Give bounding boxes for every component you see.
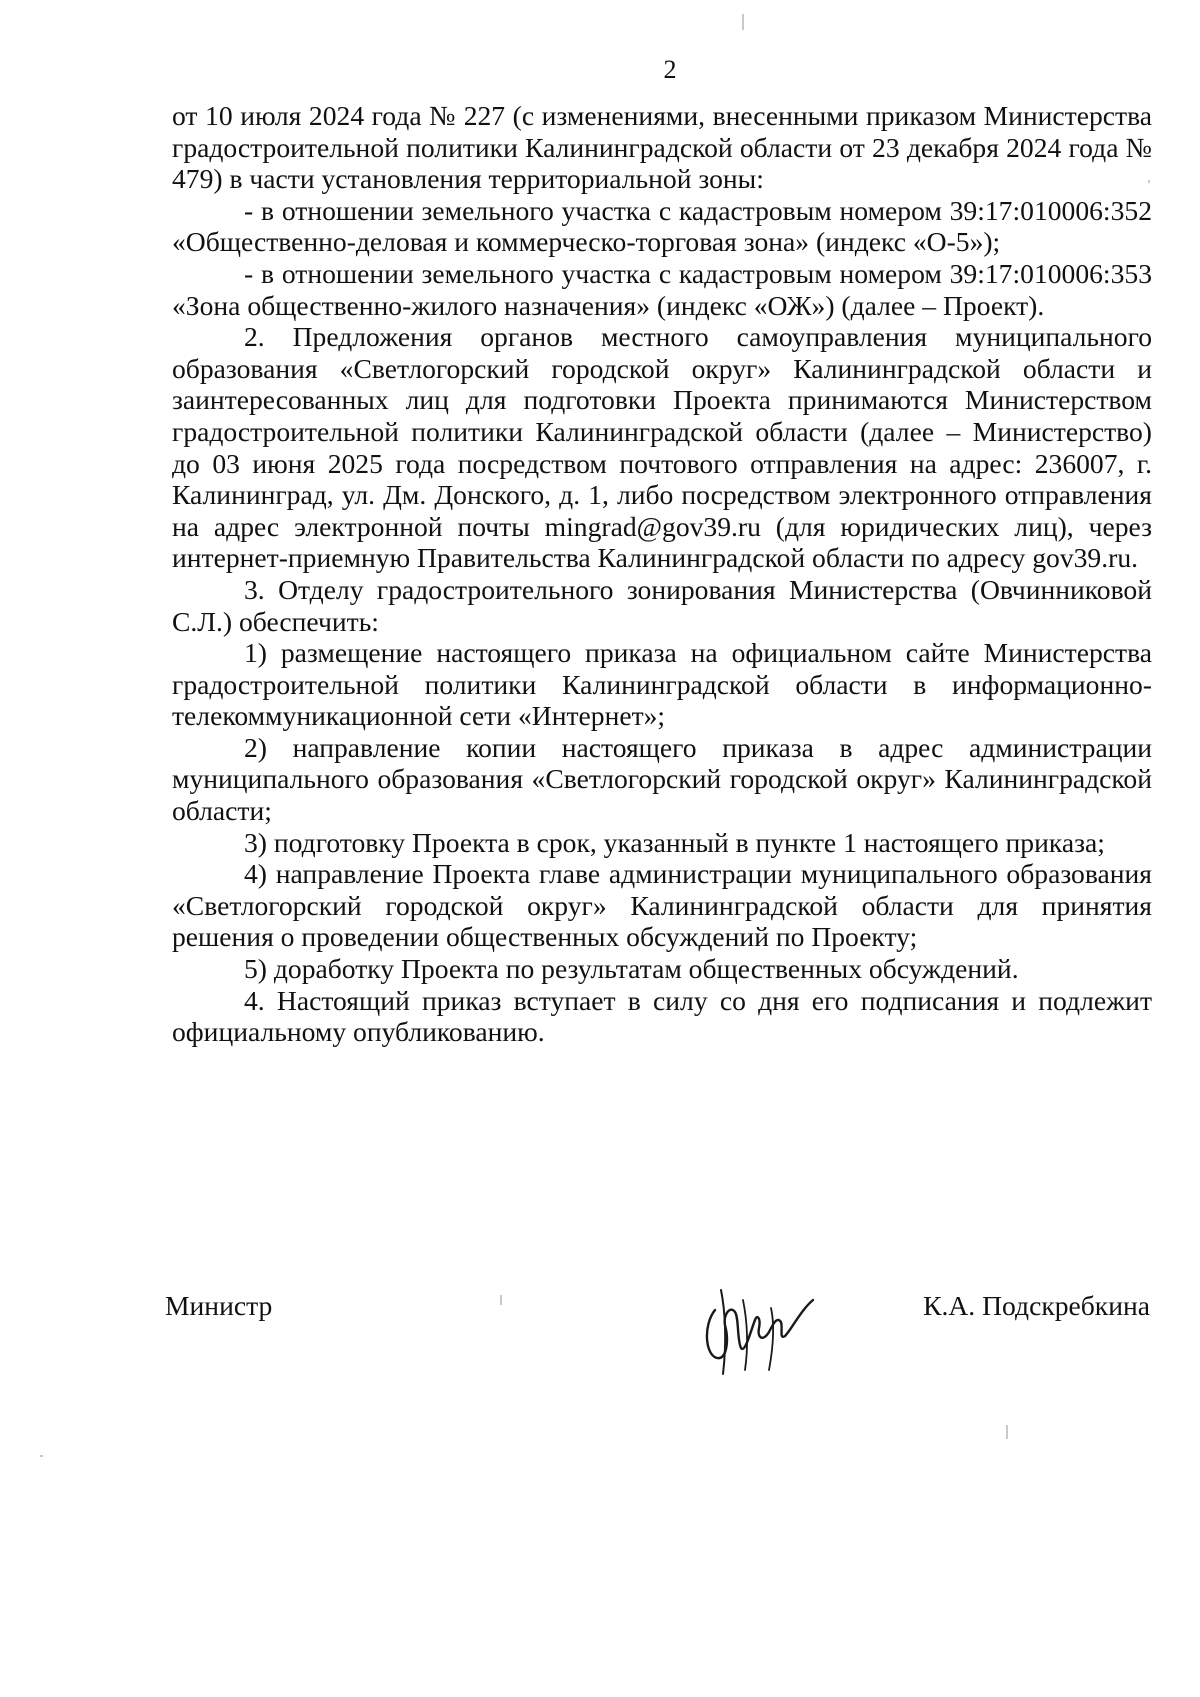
paragraph-subitem-2: 2) направление копии настоящего приказа в адрес администрации муниципального образования «Светлогорский городской округ» Калининградской области; — [172, 731, 1152, 827]
signer-name: К.А. Подскребкина — [923, 1290, 1150, 1321]
scan-artifact — [1006, 1425, 1008, 1439]
signer-position: Министр — [165, 1290, 273, 1321]
paragraph-subitem-1: 1) размещение настоящего приказа на официальном сайте Министерства градостроительной политики Калининградской области в информационно-телекоммуникационной сети «Интернет»; — [172, 637, 1152, 732]
page-number: 2 — [663, 55, 677, 84]
handwritten-signature-icon — [685, 1270, 825, 1380]
scan-artifact — [40, 1455, 43, 1457]
scan-artifact — [500, 1295, 502, 1305]
paragraph-item-4-effective: 4. Настоящий приказ вступает в силу со дня его подписания и подлежит официальному опубликованию. — [172, 984, 1152, 1048]
paragraph-item-2-proposals: 2. Предложения органов местного самоуправления муниципального образования «Светлогорский городской округ» Калининградской области и заинтересованных лиц для подготовки Проекта принимаются Министерством градостроительной политики Калининградской области (далее – Министерство) до 03 июня 2025 года посредством почтового отправления на адрес: 236007, г. Калининград, ул. Дм. Донского, д. 1, либо посредством электронного отправления на адрес электронной почты mingrad@gov39.ru (для юридических лиц), через интернет-приемную Правительства Калининградской области по адресу gov39.ru. — [172, 321, 1152, 574]
paragraph-land-plot-352: - в отношении земельного участка с кадастровым номером 39:17:010006:352 «Общественно-деловая и коммерческо-торговая зона» (индекс «О-5»); — [172, 194, 1152, 258]
paragraph-item-3-department: 3. Отделу градостроительного зонирования Министерства (Овчинниковой С.Л.) обеспечить: — [172, 573, 1152, 637]
paragraph-subitem-5: 5) доработку Проекта по результатам общественных обсуждений. — [244, 953, 1019, 985]
paragraph-land-plot-353: - в отношении земельного участка с кадастровым номером 39:17:010006:353 «Зона общественно-жилого назначения» (индекс «ОЖ») (далее – Проект). — [172, 257, 1152, 321]
document-body — [172, 100, 1152, 1048]
scan-artifact — [1148, 180, 1150, 183]
scan-artifact — [742, 14, 744, 30]
paragraph-order-reference: от 10 июля 2024 года № 227 (с изменениями, внесенными приказом Министерства градостроительной политики Калининградской области от 23 декабря 2024 года № 479) в части установления территориальной зоны: — [172, 100, 1152, 195]
signature-block — [165, 1270, 1150, 1380]
paragraph-subitem-4: 4) направление Проекта главе администрации муниципального образования «Светлогорский городской округ» Калининградской области для принятия решения о проведении общественных обсуждений по Проекту; — [172, 858, 1152, 953]
paragraph-subitem-3: 3) подготовку Проекта в срок, указанный в пункте 1 настоящего приказа; — [244, 826, 1105, 858]
